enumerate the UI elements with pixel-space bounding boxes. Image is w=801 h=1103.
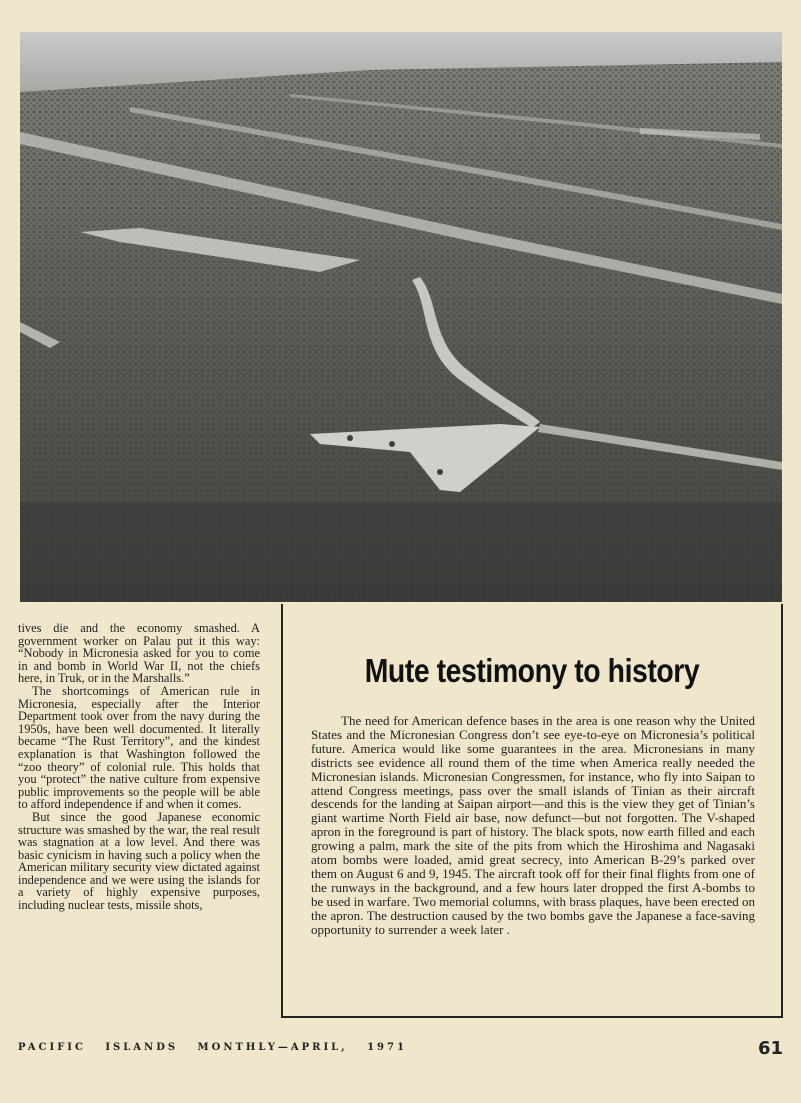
caption-title: Mute testimony to history: [364, 652, 700, 689]
article-paragraph: But since the good Japanese economic structure was smashed by the war, the real result was stagnation at a low level. And there was basic cynicism in having such a policy when the American military security view dictated against independence and we were using the islands for a variety of highly expensive purposes, including nuclear tests, missile shots,: [18, 809, 260, 913]
photo-caption-box: [281, 604, 783, 1018]
page-footer: [18, 1038, 783, 1060]
aerial-photo: [20, 32, 782, 602]
publication-label: PACIFIC ISLANDS MONTHLY—APRIL, 1971: [18, 1042, 407, 1053]
page-number: 61: [757, 1038, 783, 1059]
aerial-photo-drawing: [20, 32, 782, 602]
article-left-column: [18, 622, 260, 912]
article-paragraph: The shortcomings of American rule in Micronesia, especially after the Interior Department took over from the navy during the 1950s, have been well documented. It literally became “The Rust Territory”, and the kindest explanation is that Washington followed the “zoo theory” of colonial rule. This holds that you “protect” the native culture from expensive public improvements so the people will be able to afford independence if and when it comes.: [18, 683, 260, 812]
caption-text: The need for American defence bases in the area is one reason why the United States and the Micronesian Congress don’t see eye-to-eye on Micronesia’s political future. America would like some guarantees in the area. Micronesians in many districts see evidence all round them of the time when America really needed the Micronesian islands. Micronesian Congressmen, for instance, who fly into Saipan to attend Congress meetings, pass over the small islands of Tinian as their aircraft descends for the landing at Saipan airport—and this is the view they get of Tinian’s giant wartime North Field air base, now defunct—but not forgotten. The V-shaped apron in the foreground is part of history. The black spots, now earth filled and each growing a palm, mark the site of the pits from which the Hiroshima and Nagasaki atom bombs were loaded, amid great secrecy, into American B-29’s parked over them on August 6 and 9, 1945. The aircraft took off for their final flights from one of the runways in the background, and a few hours later dropped the first A-bombs to be used in warfare. Two memorial columns, with brass plaques, have been erected on the apron. The destruction caused by the two bombs gave the Japanese a face-saving opportunity to surrender a week later .: [311, 713, 755, 937]
article-paragraph: tives die and the economy smashed. A government worker on Palau put it this way: “Nobody in Micronesia asked for you to come in and bomb in World War II, not the chiefs here, in Truk, or in the Marshalls.”: [18, 621, 260, 686]
